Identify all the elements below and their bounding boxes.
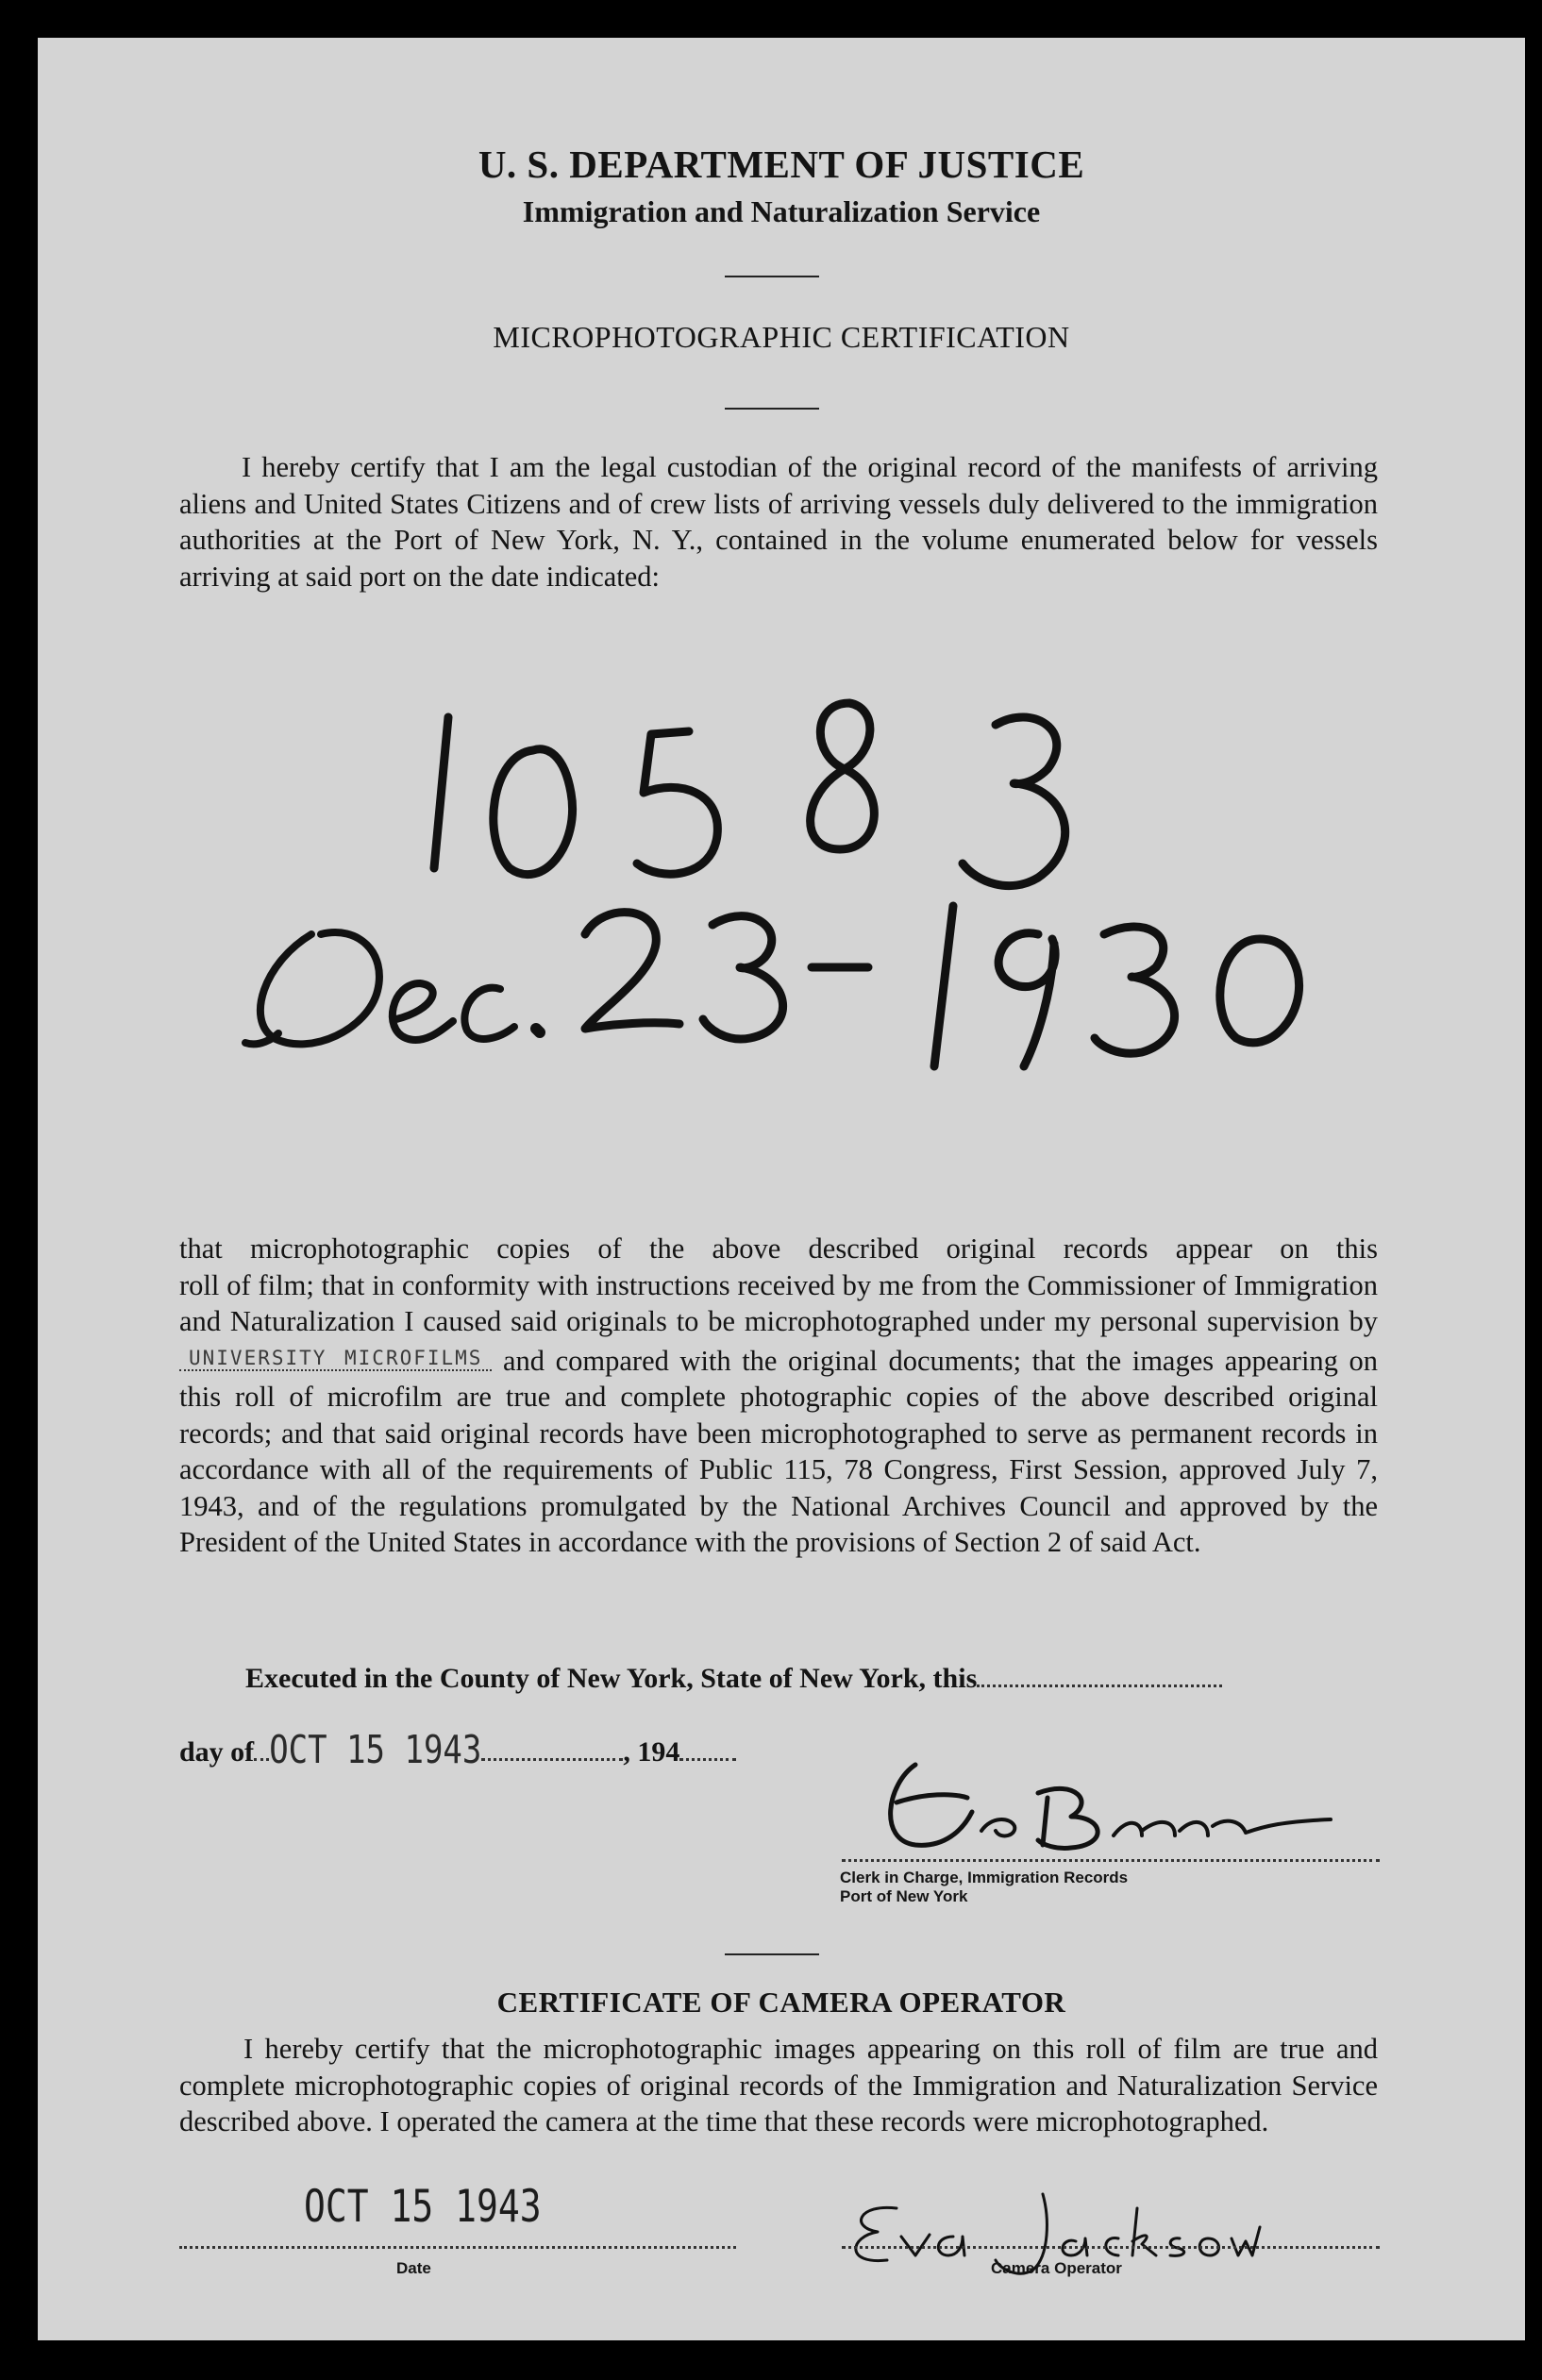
execution-dots [977, 1684, 1222, 1687]
supervisor-stamp: UNIVERSITY MICROFILMS [179, 1347, 492, 1371]
certification-title: MICROPHOTOGRAPHIC CERTIFICATION [493, 320, 1070, 354]
camera-operator-paragraph: I hereby certify that the microphotographic images appearing on this roll of film are true and complete microphotographic copies of original records of the Immigration and Naturalization Service described above. I operated the camera at the time that these records were microphotographed. [179, 2033, 1378, 2137]
date-label: Date [396, 2259, 431, 2277]
clerk-title [840, 1869, 1128, 1906]
intro-paragraph: I hereby certify that I am the legal custodian of the original record of the manifests of arriving aliens and United States Citizens and of crew lists of arriving vessels duly delivered to the immigration authorities at the Port of New York, N. Y., contained in the volume enumerated below for vessels arriving at said port on the date indicated: [179, 451, 1378, 593]
clerk-title-line2: Port of New York [840, 1887, 968, 1905]
day-of-line [179, 1728, 736, 1773]
divider-rule [725, 1953, 819, 1955]
day-of-label: day of [179, 1736, 255, 1768]
camera-operator-title: CERTIFICATE OF CAMERA OPERATOR [496, 1986, 1066, 2019]
dots [481, 1758, 623, 1761]
operator-signature-line [842, 2246, 1380, 2249]
department-heading: U. S. DEPARTMENT OF JUSTICE [478, 142, 1085, 186]
camera-operator-label: Camera Operator [991, 2259, 1122, 2277]
clerk-signature-drawing [859, 1727, 1387, 1869]
body-paragraph-line1: that microphotographic copies of the above described original records appear on this [179, 1232, 1378, 1265]
year-prefix: , 194 [623, 1736, 680, 1768]
clerk-signature [859, 1727, 1387, 1869]
dots [679, 1758, 736, 1761]
certificate-page [38, 38, 1525, 2340]
date-line [179, 2246, 736, 2249]
clerk-signature-line [842, 1859, 1380, 1862]
dots [254, 1758, 269, 1761]
camera-stamped-date: OCT 15 1943 [304, 2180, 542, 2232]
service-subheading: Immigration and Naturalization Service [522, 194, 1041, 228]
body-paragraph-part2: and compared with the original documents; that the images appearing on this roll of microfilm are true and complete photographic copies of the above described original records; and that said original records have been microphotographed to serve as permanent records in accordance with all of the requirements of Public 115, 78 Congress, First Session, approved July 7, 1943, and of the regulations promulgated by the National Archives Council and approved by the President of the United States in accordance with the provisions of Section 2 of said Act. [179, 1344, 1378, 1558]
handwriting-drawing [208, 651, 1453, 1085]
divider-rule [725, 408, 819, 410]
execution-text: Executed in the County of New York, State of New York, this [245, 1663, 978, 1694]
body-paragraph [179, 1231, 1378, 1561]
execution-stamped-date: OCT 15 1943 [269, 1728, 482, 1773]
execution-line [245, 1663, 1378, 1695]
divider-rule [725, 276, 819, 277]
body-paragraph-part1: roll of film; that in conformity with instructions received by me from the Commissioner of Immigration and Naturalization I caused said originals to be microphotographed under my personal supervision by [179, 1268, 1378, 1337]
handwritten-volume-and-date [208, 651, 1453, 1085]
clerk-title-line1: Clerk in Charge, Immigration Records [840, 1869, 1129, 1886]
